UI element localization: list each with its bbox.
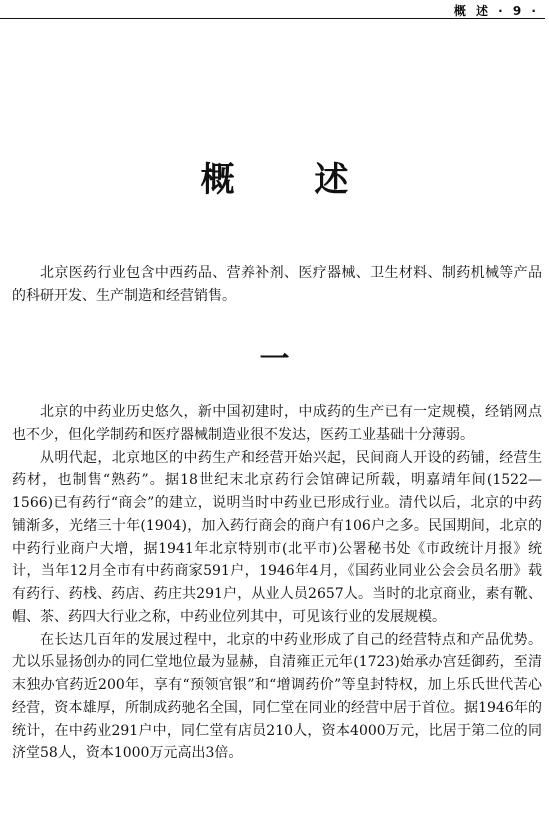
intro-section (12, 262, 542, 308)
body-text (12, 401, 542, 765)
chapter-title: 概 述 (200, 160, 383, 200)
section-number: 一 (259, 342, 290, 377)
intro-paragraph: 北京医药行业包含中西药品、营养补剂、医疗器械、卫生材料、制药机械等产品的科研开发、生产制造和经营销售。 (12, 265, 542, 304)
running-header (0, 0, 549, 22)
running-header-text: 概 述 · 9 · (453, 4, 539, 18)
body-paragraph: 在长达几百年的发展过程中，北京的中药业形成了自己的经营特点和产品优势。尤以乐显扬创办的同仁堂地位最为显赫，自清雍正元年(1723)始承办宫廷御药，至清末独办官药近200年，享有“预领官银”和“增调药价”等皇封特权，加上乐氏世代苦心经营，资本雄厚，所制成药驰名全国，同仁堂在同业的经营中居于首位。据1946年的统计，在中药业291户中，同仁堂有店员210人，资本4000万元，比居于第二位的同济堂58人，资本1000万元高出3倍。 (12, 631, 542, 762)
body-paragraph: 从明代起，北京地区的中药生产和经营开始兴起，民间商人开设的药铺，经营生药材，也制售“熟药”。据18世纪末北京药行会馆碑记所载，明嘉靖年间(1522—1566)已有药行“商会”的建立，说明当时中药业已形成行业。清代以后，北京的中药铺渐多，光绪三十年(1904)，加入药行商会的商户有106户之多。民国期间，北京的中药行业商户大增，据1941年北京特别市(北平市)公署秘书处《市政统计月报》统计，当年12月全市有中药商家591户，1946年4月，《国药业同业公会会员名册》载有药行、药栈、药店、药庄共291户，从业人员2657人。当时的北京商业，素有靴、帽、茶、药四大行业之称，中药业位列其中，可见该行业的发展规模。 (12, 449, 542, 625)
header-rule (0, 18, 545, 19)
body-paragraph: 北京的中药业历史悠久，新中国初建时，中成药的生产已有一定规模，经销网点也不少，但化学制药和医疗器械制造业很不发达，医药工业基础十分薄弱。 (12, 404, 542, 443)
